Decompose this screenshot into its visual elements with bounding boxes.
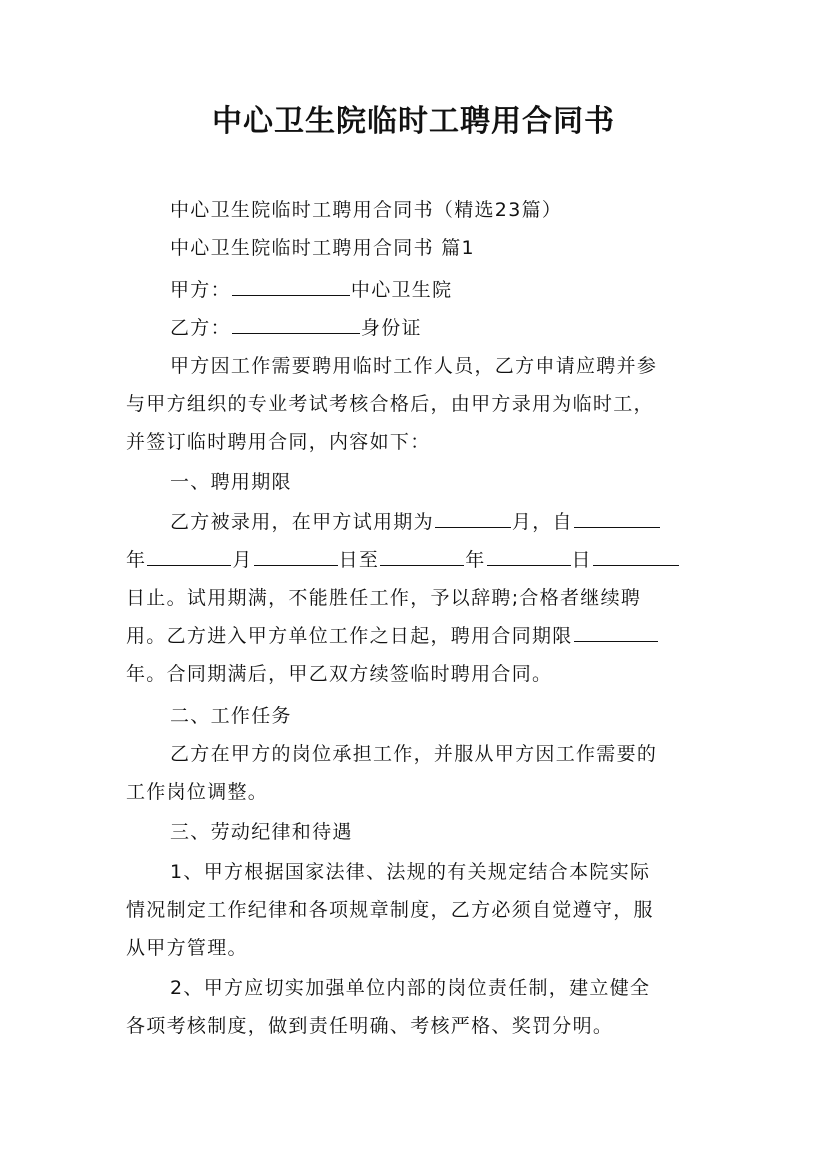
text-span: 月，自 (511, 511, 573, 533)
contract-years-blank (574, 620, 658, 642)
term-line-1 (126, 503, 706, 541)
text-span: 用。乙方进入甲方单位工作之日起，聘用合同期限 (126, 625, 573, 647)
end-day-blank (593, 544, 679, 566)
section-3-item-1 (126, 853, 706, 967)
text-span: 日至 (338, 549, 380, 571)
text-span: 日 (571, 549, 592, 571)
party-b-blank (232, 312, 360, 334)
document-subtitle: 中心卫生院临时工聘用合同书（精选23篇） (170, 199, 563, 221)
text-span: 年 (126, 549, 147, 571)
text-span: 年 (465, 549, 486, 571)
term-line-4 (126, 617, 706, 655)
start-month-blank (147, 544, 231, 566)
start-year-blank (574, 506, 660, 528)
term-line-3: 日止。试用期满，不能胜任工作，予以辞聘;合格者继续聘 (126, 587, 642, 609)
party-b-label: 乙方： (170, 317, 231, 339)
text-span: 月 (232, 549, 253, 571)
end-year-blank (380, 544, 464, 566)
party-b-suffix: 身份证 (360, 317, 422, 339)
term-line-5: 年。合同期满后，甲乙双方续签临时聘用合同。 (126, 663, 553, 685)
party-a-blank (232, 274, 350, 296)
end-month-blank (487, 544, 571, 566)
intro-line: 甲方因工作需要聘用临时工作人员，乙方申请应聘并参 (170, 355, 658, 377)
section-2-paragraph (126, 735, 706, 811)
responsibility-line: 2、甲方应切实加强单位内部的岗位责任制，建立健全 (170, 977, 651, 999)
section-1-heading: 一、聘用期限 (170, 471, 292, 493)
discipline-line: 情况制定工作纪律和各项规章制度，乙方必须自觉遵守，服 (126, 899, 654, 921)
text-span: 乙方被录用，在甲方试用期为 (170, 511, 434, 533)
party-a-line (126, 271, 706, 309)
intro-paragraph (126, 347, 706, 461)
discipline-line: 从甲方管理。 (126, 937, 248, 959)
discipline-line: 1、甲方根据国家法律、法规的有关规定结合本院实际 (170, 861, 651, 883)
intro-line: 与甲方组织的专业考试考核合格后，由甲方录用为临时工， (126, 393, 654, 415)
section-2-heading: 二、工作任务 (170, 705, 292, 727)
section-3-heading: 三、劳动纪律和待遇 (170, 821, 353, 843)
section-heading: 中心卫生院临时工聘用合同书 篇1 (170, 237, 475, 259)
intro-line: 并签订临时聘用合同，内容如下： (126, 431, 431, 453)
start-day-blank (254, 544, 338, 566)
section-3-item-2 (126, 969, 706, 1045)
party-a-name: 中心卫生院 (350, 279, 453, 301)
duty-line: 工作岗位调整。 (126, 781, 269, 803)
probation-months-blank (435, 506, 511, 528)
party-a-label: 甲方： (170, 279, 231, 301)
document-title: 中心卫生院临时工聘用合同书 (212, 104, 615, 139)
duty-line: 乙方在甲方的岗位承担工作，并服从甲方因工作需要的 (170, 743, 658, 765)
section-1-paragraph (126, 503, 706, 693)
responsibility-line: 各项考核制度，做到责任明确、考核严格、奖罚分明。 (126, 1015, 614, 1037)
term-line-2 (126, 541, 706, 579)
party-b-line (126, 309, 706, 347)
